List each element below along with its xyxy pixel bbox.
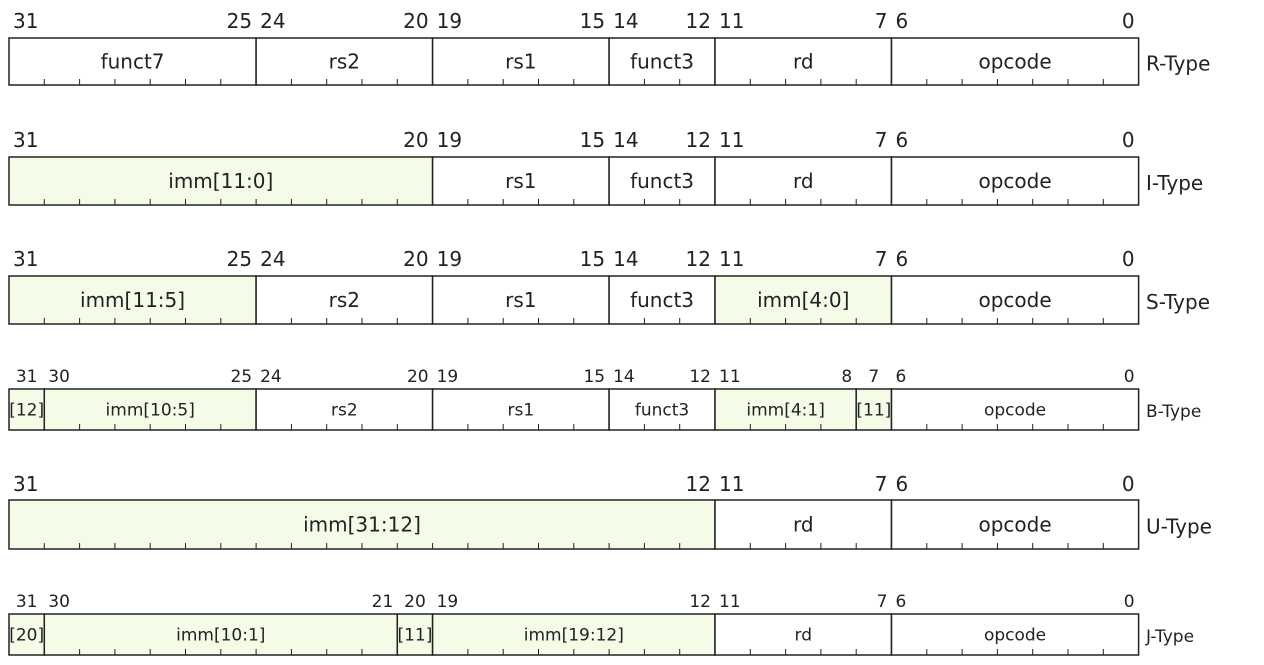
bit-number-label: 21 (371, 592, 394, 612)
field-label: funct3 (630, 49, 695, 74)
format-type-label: U-Type (1146, 514, 1212, 539)
bit-number-label: 19 (436, 9, 463, 33)
field-label: funct7 (100, 49, 165, 74)
bit-number-label: 0 (1121, 128, 1135, 152)
bit-number-label: 24 (260, 247, 286, 271)
field-label: imm[11:5] (80, 288, 186, 313)
bit-number-label: 8 (841, 367, 853, 387)
bit-number-label: 30 (48, 367, 70, 387)
bit-number-label: 14 (613, 9, 639, 33)
format-type-label: B-Type (1146, 402, 1202, 423)
bit-number-label: 11 (719, 247, 745, 271)
field-label: imm[4:0] (757, 288, 850, 313)
bit-number-label: 25 (226, 9, 253, 33)
format-type-label: J-Type (1146, 627, 1195, 648)
field-label: opcode (983, 625, 1047, 646)
field-label: opcode (978, 288, 1052, 313)
bit-number-label: 0 (1121, 9, 1135, 33)
field-label: rd (792, 512, 814, 537)
field-label: rs1 (505, 169, 537, 194)
field-label: imm[19:12] (523, 625, 624, 646)
r-type-format (9, 9, 1210, 85)
bit-number-label: 19 (436, 247, 463, 271)
bit-number-label: 14 (613, 247, 639, 271)
field-label: [11] (397, 625, 433, 646)
bit-number-label: 25 (226, 247, 253, 271)
field-label: funct3 (630, 288, 695, 313)
field-label: [12] (9, 400, 45, 421)
bit-number-label: 7 (874, 247, 888, 271)
bit-number-label: 6 (895, 247, 909, 271)
field-label: opcode (978, 49, 1052, 74)
bit-number-label: 24 (260, 367, 282, 387)
bit-number-label: 20 (403, 9, 429, 33)
u-type-format (9, 472, 1212, 549)
field-label: imm[11:0] (168, 169, 274, 194)
bit-number-label: 25 (230, 367, 253, 387)
field-label: rs1 (505, 288, 537, 313)
bit-number-label: 6 (895, 592, 907, 612)
field-label: opcode (983, 400, 1047, 421)
bit-number-label: 12 (685, 9, 711, 33)
field-label: rd (792, 49, 814, 74)
field-label: rs2 (328, 288, 361, 313)
j-type-format (9, 592, 1194, 655)
format-type-label: R-Type (1146, 51, 1211, 76)
field-label: [11] (856, 400, 892, 421)
bit-number-label: 20 (403, 247, 429, 271)
bit-number-label: 6 (895, 367, 907, 387)
bit-number-label: 7 (874, 472, 888, 496)
bit-number-label: 20 (404, 592, 426, 612)
bit-number-label: 6 (895, 472, 909, 496)
bit-number-label: 14 (613, 367, 635, 387)
bit-number-label: 15 (579, 9, 606, 33)
bit-number-label: 12 (689, 367, 711, 387)
field-label: opcode (978, 512, 1052, 537)
bit-number-label: 12 (685, 128, 711, 152)
bit-number-label: 0 (1123, 592, 1135, 612)
field-label: imm[4:1] (746, 400, 825, 421)
bit-number-label: 14 (613, 128, 639, 152)
field-label: rs2 (328, 49, 361, 74)
field-label: [20] (9, 625, 45, 646)
field-label: imm[10:1] (176, 625, 266, 646)
bit-number-label: 20 (403, 128, 429, 152)
bit-number-label: 0 (1121, 472, 1135, 496)
bit-number-label: 6 (895, 128, 909, 152)
field-label: opcode (978, 169, 1052, 194)
field-label: imm[10:5] (105, 400, 195, 421)
field-label: rd (794, 625, 812, 646)
bit-number-label: 11 (719, 128, 745, 152)
bit-number-label: 12 (685, 472, 711, 496)
bit-number-label: 11 (719, 472, 745, 496)
bit-number-label: 24 (260, 9, 286, 33)
bit-number-label: 31 (15, 592, 38, 612)
field-label: rd (792, 169, 814, 194)
bit-number-label: 31 (13, 472, 39, 496)
field-label: rs1 (507, 400, 535, 421)
bit-number-label: 15 (579, 128, 606, 152)
bit-number-label: 7 (868, 367, 880, 387)
bit-number-label: 31 (13, 247, 39, 271)
bit-number-label: 11 (719, 9, 745, 33)
s-type-format (9, 247, 1210, 324)
bit-number-label: 0 (1121, 247, 1135, 271)
bit-number-label: 7 (874, 9, 888, 33)
bit-number-label: 12 (685, 247, 711, 271)
bit-number-label: 15 (579, 247, 606, 271)
bit-number-label: 11 (719, 592, 741, 612)
bit-number-label: 0 (1123, 367, 1135, 387)
b-type-format (9, 367, 1201, 430)
i-type-format (9, 128, 1203, 205)
format-type-label: I-Type (1146, 171, 1204, 195)
bit-number-label: 19 (436, 367, 459, 387)
bit-number-label: 11 (719, 367, 741, 387)
field-label: funct3 (634, 400, 690, 421)
bit-number-label: 31 (15, 367, 38, 387)
field-label: rs2 (331, 400, 358, 421)
field-label: rs1 (505, 49, 537, 74)
bit-number-label: 7 (874, 128, 888, 152)
bit-number-label: 6 (895, 9, 909, 33)
bit-number-label: 20 (406, 367, 429, 387)
bit-number-label: 30 (48, 592, 70, 612)
field-label: imm[31:12] (303, 512, 421, 537)
bit-number-label: 31 (13, 128, 39, 152)
bit-number-label: 19 (436, 592, 459, 612)
field-label: funct3 (630, 169, 695, 194)
bit-number-label: 15 (583, 367, 606, 387)
format-type-label: S-Type (1146, 290, 1211, 314)
bit-number-label: 7 (876, 592, 888, 612)
bit-number-label: 19 (436, 128, 463, 152)
bit-number-label: 12 (689, 592, 711, 612)
bit-number-label: 31 (13, 9, 39, 33)
